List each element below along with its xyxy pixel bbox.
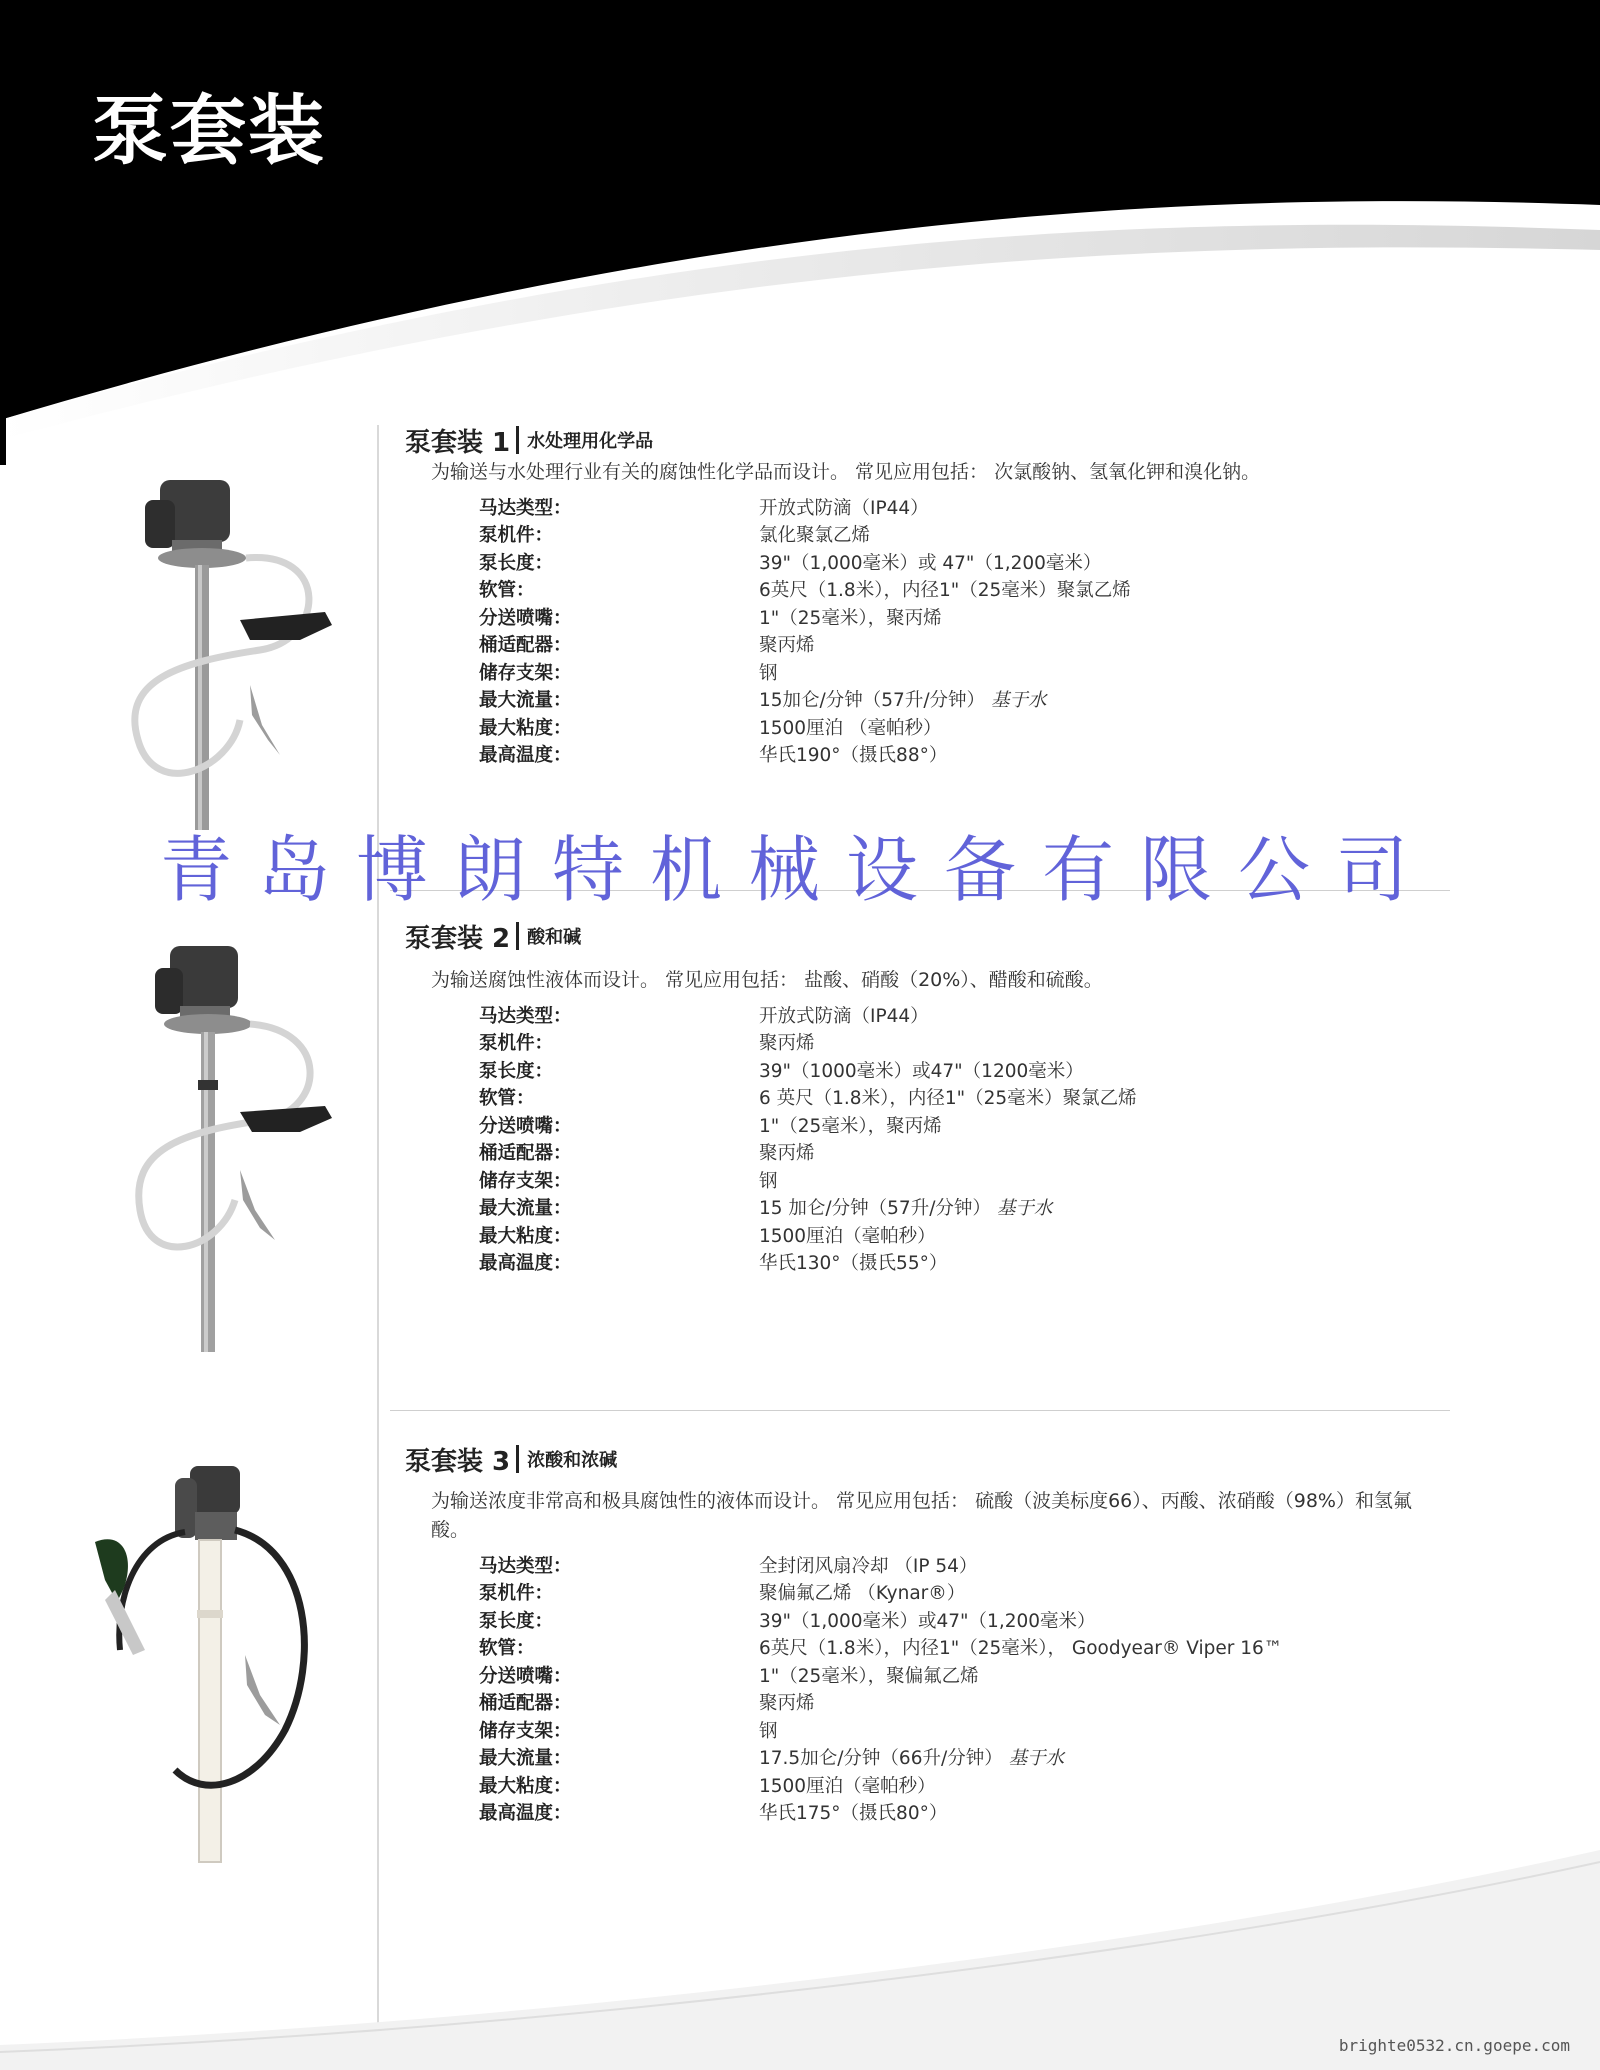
spec-row-max-temperature <box>479 741 1415 769</box>
spec-value: 全封闭风扇冷却 （IP 54） <box>759 1555 978 1577</box>
kit-subtitle: 浓酸和浓碱 <box>527 1450 618 1471</box>
spec-value: 1500厘泊（毫帕秒） <box>759 1225 936 1247</box>
spec-value-text: 15加仑/分钟（57升/分钟） <box>759 690 986 712</box>
spec-value: 39"（1,000毫米）或47"（1,200毫米） <box>759 1610 1096 1632</box>
spec-value: 开放式防滴（IP44） <box>759 497 929 519</box>
spec-label: 马达类型： <box>479 1555 572 1577</box>
spec-row-motor-type <box>479 1001 1415 1029</box>
spec-row-max-flow <box>479 686 1415 714</box>
spec-label: 马达类型： <box>479 1005 572 1027</box>
spec-value: 1"（25毫米），聚偏氟乙烯 <box>759 1665 979 1687</box>
spec-row-pump-material <box>479 1029 1415 1057</box>
spec-value-text: 15 加仑/分钟（57升/分钟） <box>759 1198 991 1220</box>
footer-swoosh <box>0 1830 1600 2070</box>
spec-value: 聚偏氟乙烯 （Kynar®） <box>759 1583 966 1605</box>
spec-row-nozzle <box>479 603 1415 631</box>
pump-kit-2-image <box>110 940 340 1360</box>
spec-label: 最大粘度： <box>479 1775 572 1797</box>
spec-value: 1500厘泊 （毫帕秒） <box>759 717 942 739</box>
spec-label: 储存支架： <box>479 662 572 684</box>
spec-row-hose <box>479 1634 1415 1662</box>
pump-kit-1 <box>405 422 1415 768</box>
spec-row-pump-material <box>479 1579 1415 1607</box>
spec-row-hose <box>479 1084 1415 1112</box>
spec-value <box>759 1744 1064 1770</box>
kit-subtitle: 水处理用化学品 <box>527 431 654 452</box>
spec-value: 聚丙烯 <box>759 1693 815 1715</box>
spec-row-nozzle <box>479 1111 1415 1139</box>
spec-label: 最高温度： <box>479 1253 572 1275</box>
kit-heading <box>405 422 1415 458</box>
kit-name: 泵套装 3 <box>405 1446 511 1477</box>
spec-value: 39"（1000毫米）或47"（1200毫米） <box>759 1060 1084 1082</box>
kit-heading <box>405 1441 1415 1477</box>
spec-value: 聚丙烯 <box>759 1033 815 1055</box>
spec-label: 马达类型： <box>479 497 572 519</box>
spec-value: 6英尺（1.8米），内径1"（25毫米）， Goodyear® Viper 16™ <box>759 1638 1283 1660</box>
heading-separator <box>516 426 519 454</box>
kit-heading <box>405 918 1415 954</box>
spec-row-pump-material <box>479 521 1415 549</box>
spec-value: 6英尺（1.8米），内径1"（25毫米）聚氯乙烯 <box>759 580 1131 602</box>
section-divider-2 <box>390 1410 1450 1411</box>
spec-label: 最大流量： <box>479 1198 572 1220</box>
spec-value: 聚丙烯 <box>759 1143 815 1165</box>
pump-kit-3-image <box>75 1450 350 1870</box>
spec-value: 1"（25毫米），聚丙烯 <box>759 1115 942 1137</box>
footer-url: brighte0532.cn.goepe.com <box>1338 2036 1570 2055</box>
spec-value: 6 英尺（1.8米），内径1"（25毫米）聚氯乙烯 <box>759 1088 1137 1110</box>
spec-value: 华氏130°（摄氏55°） <box>759 1253 948 1275</box>
spec-note: 基于水 <box>1008 1748 1065 1770</box>
spec-row-storage-rack <box>479 1166 1415 1194</box>
kit-name: 泵套装 1 <box>405 427 511 458</box>
kit-description: 为输送腐蚀性液体而设计。 常见应用包括： 盐酸、硝酸（20%）、醋酸和硫酸。 <box>431 969 1103 991</box>
heading-separator <box>516 1445 519 1473</box>
spec-label: 最大粘度： <box>479 717 572 739</box>
spec-value: 钢 <box>759 1170 778 1192</box>
kit-subtitle: 酸和碱 <box>527 927 582 948</box>
spec-row-drum-adapter <box>479 1139 1415 1167</box>
column-divider <box>377 425 379 2030</box>
spec-value: 钢 <box>759 1720 778 1742</box>
kit-description: 为输送与水处理行业有关的腐蚀性化学品而设计。 常见应用包括： 次氯酸钠、氢氧化钾和溴化钠。 <box>431 461 1261 483</box>
spec-row-max-temperature <box>479 1799 1415 1827</box>
spec-row-motor-type <box>479 1551 1415 1579</box>
spec-label: 泵机件： <box>479 1033 554 1055</box>
spec-note: 基于水 <box>990 690 1047 712</box>
spec-list <box>405 1551 1415 1826</box>
spec-value: 华氏190°（摄氏88°） <box>759 745 948 767</box>
pump-kit-1-image <box>110 440 340 840</box>
spec-label: 桶适配器： <box>479 1693 572 1715</box>
spec-row-hose <box>479 576 1415 604</box>
spec-label: 泵长度： <box>479 1060 554 1082</box>
pump-kit-3 <box>405 1441 1415 1826</box>
spec-value: 开放式防滴（IP44） <box>759 1005 929 1027</box>
spec-row-motor-type <box>479 493 1415 521</box>
spec-row-max-temperature <box>479 1249 1415 1277</box>
spec-label: 软管： <box>479 580 535 602</box>
spec-value <box>759 686 1046 712</box>
spec-list <box>405 493 1415 768</box>
spec-row-max-viscosity <box>479 1771 1415 1799</box>
spec-label: 软管： <box>479 1088 535 1110</box>
spec-row-pump-length <box>479 548 1415 576</box>
spec-label: 泵机件： <box>479 525 554 547</box>
spec-value: 氯化聚氯乙烯 <box>759 525 871 547</box>
spec-label: 桶适配器： <box>479 1143 572 1165</box>
spec-row-nozzle <box>479 1661 1415 1689</box>
spec-label: 泵机件： <box>479 1583 554 1605</box>
spec-row-drum-adapter <box>479 631 1415 659</box>
spec-label: 储存支架： <box>479 1170 572 1192</box>
spec-value: 聚丙烯 <box>759 635 815 657</box>
spec-label: 最高温度： <box>479 745 572 767</box>
kit-name: 泵套装 2 <box>405 923 511 954</box>
spec-row-pump-length <box>479 1606 1415 1634</box>
spec-row-storage-rack <box>479 1716 1415 1744</box>
spec-value: 1"（25毫米），聚丙烯 <box>759 607 942 629</box>
spec-label: 储存支架： <box>479 1720 572 1742</box>
spec-row-max-viscosity <box>479 713 1415 741</box>
spec-label: 最高温度： <box>479 1803 572 1825</box>
spec-value: 钢 <box>759 662 778 684</box>
spec-value <box>759 1194 1052 1220</box>
pump-kit-2 <box>405 918 1415 1276</box>
spec-row-drum-adapter <box>479 1689 1415 1717</box>
spec-label: 分送喷嘴： <box>479 1115 572 1137</box>
heading-separator <box>516 922 519 950</box>
spec-label: 分送喷嘴： <box>479 1665 572 1687</box>
spec-row-max-flow <box>479 1194 1415 1222</box>
spec-label: 桶适配器： <box>479 635 572 657</box>
page-title: 泵套装 <box>92 86 326 175</box>
spec-label: 最大流量： <box>479 1748 572 1770</box>
spec-list <box>405 1001 1415 1276</box>
spec-label: 分送喷嘴： <box>479 607 572 629</box>
spec-value-text: 17.5加仑/分钟（66升/分钟） <box>759 1748 1003 1770</box>
spec-value: 39"（1,000毫米）或 47"（1,200毫米） <box>759 552 1102 574</box>
spec-label: 最大粘度： <box>479 1225 572 1247</box>
spec-label: 泵长度： <box>479 552 554 574</box>
spec-note: 基于水 <box>996 1198 1053 1220</box>
kit-description: 为输送浓度非常高和极具腐蚀性的液体而设计。 常见应用包括： 硫酸（波美标度66）、丙酸、浓硝酸（98%）和氢氟酸。 <box>431 1490 1412 1541</box>
spec-label: 泵长度： <box>479 1610 554 1632</box>
spec-label: 最大流量： <box>479 690 572 712</box>
spec-label: 软管： <box>479 1638 535 1660</box>
spec-row-max-viscosity <box>479 1221 1415 1249</box>
spec-row-storage-rack <box>479 658 1415 686</box>
spec-value: 华氏175°（摄氏80°） <box>759 1803 948 1825</box>
company-watermark: 青岛博朗特机械设备有限公司 <box>160 828 1435 912</box>
spec-row-pump-length <box>479 1056 1415 1084</box>
spec-row-max-flow <box>479 1744 1415 1772</box>
spec-value: 1500厘泊（毫帕秒） <box>759 1775 936 1797</box>
